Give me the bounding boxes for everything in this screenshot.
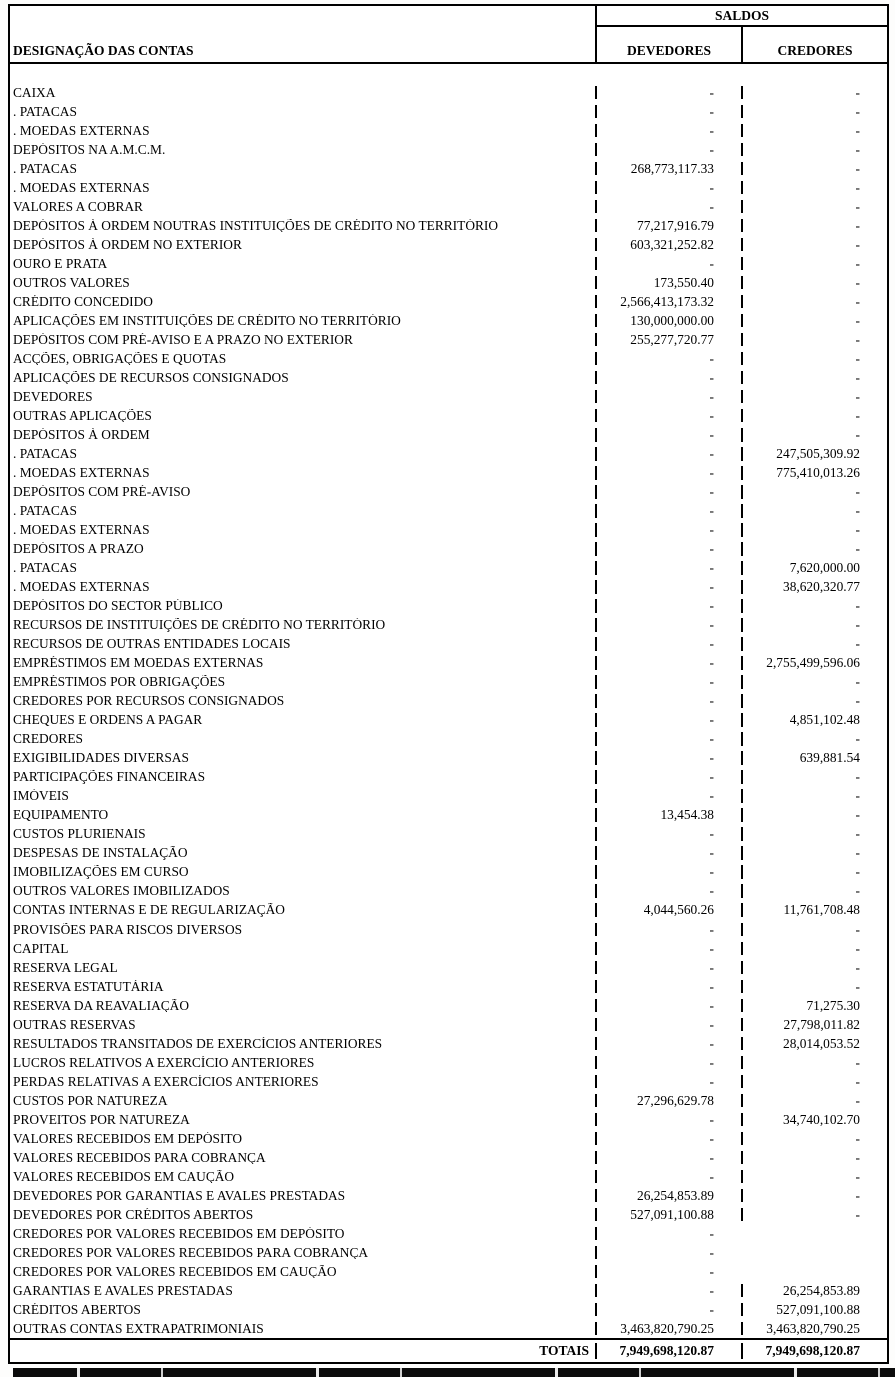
devedores-value: -	[595, 961, 741, 974]
table-row	[10, 387, 887, 406]
credores-value: -	[741, 789, 887, 802]
table-row	[10, 939, 887, 958]
devedores-value: 527,091,100.88	[595, 1208, 741, 1221]
devedores-value: -	[595, 1132, 741, 1145]
devedores-value: 26,254,853.89	[595, 1189, 741, 1202]
devedores-value: -	[595, 599, 741, 612]
account-label: CRÉDITOS ABERTOS	[13, 1302, 141, 1317]
credores-value: -	[741, 523, 887, 536]
account-label: DEPÓSITOS A PRAZO	[13, 542, 144, 556]
table-body	[10, 64, 887, 1338]
credores-value: -	[741, 143, 887, 156]
credores-value: -	[741, 352, 887, 365]
table-row	[10, 83, 887, 102]
table-row	[10, 1224, 887, 1243]
devedores-value: -	[595, 143, 741, 156]
totals-credores-value: 7,949,698,120.87	[741, 1343, 887, 1359]
account-label: VALORES RECEBIDOS PARA COBRANÇA	[13, 1150, 266, 1165]
devedores-value: -	[595, 637, 741, 650]
credores-value: -	[741, 485, 887, 498]
account-label: DEPÓSITOS DO SECTOR PÚBLICO	[13, 599, 223, 613]
table-row	[10, 178, 887, 197]
account-label: OUTRAS CONTAS EXTRAPATRIMONIAIS	[13, 1321, 264, 1336]
credores-value: -	[741, 1094, 887, 1107]
devedores-value: -	[595, 428, 741, 441]
credores-value: -	[741, 961, 887, 974]
account-label: CUSTOS POR NATUREZA	[13, 1093, 168, 1108]
credores-value: -	[741, 923, 887, 936]
credores-value: -	[741, 219, 887, 232]
credores-value: -	[741, 504, 887, 517]
devedores-value: -	[595, 409, 741, 422]
account-label: . MOEDAS EXTERNAS	[13, 180, 150, 195]
table-row	[10, 349, 887, 368]
devedores-value: -	[595, 447, 741, 460]
devedores-value: -	[595, 485, 741, 498]
devedores-value: -	[595, 86, 741, 99]
table-row	[10, 121, 887, 140]
account-label: RESERVA DA REAVALIAÇÃO	[13, 998, 190, 1012]
account-label: RESULTADOS TRANSITADOS DE EXERCÍCIOS ANTERIORES	[13, 1036, 383, 1050]
credores-value: -	[741, 428, 887, 441]
account-label: APLICAÇÕES EM INSTITUIÇÕES DE CRÉDITO NO TERRITÓRIO	[13, 314, 401, 328]
credores-value: 639,881.54	[741, 751, 887, 764]
account-label: EXIGIBILIDADES DIVERSAS	[13, 751, 189, 765]
devedores-value: -	[595, 884, 741, 897]
devedores-value: -	[595, 618, 741, 631]
devedores-value: -	[595, 1265, 741, 1278]
account-label: DEPÓSITOS COM PRÉ-AVISO	[13, 485, 191, 499]
devedores-value: 255,277,720.77	[595, 333, 741, 346]
devedores-value: -	[595, 1075, 741, 1088]
devedores-value: -	[595, 200, 741, 213]
account-label: APLICAÇÕES DE RECURSOS CONSIGNADOS	[13, 371, 289, 385]
credores-value: -	[741, 618, 887, 631]
credores-value: -	[741, 675, 887, 688]
devedores-value: 27,296,629.78	[595, 1094, 741, 1107]
account-label: CHEQUES E ORDENS A PAGAR	[13, 713, 203, 727]
table-row	[10, 368, 887, 387]
account-label: DESPESAS DE INSTALAÇÃO	[13, 846, 188, 860]
account-label: RESERVA LEGAL	[13, 960, 118, 974]
devedores-value: -	[595, 770, 741, 783]
account-label: CAIXA	[13, 85, 56, 100]
table-header-row-columns	[10, 27, 887, 64]
table-row	[10, 844, 887, 863]
devedores-value: -	[595, 523, 741, 536]
account-label: CRÉDITO CONCEDIDO	[13, 294, 153, 309]
account-label: DEVEDORES POR CRÉDITOS ABERTOS	[13, 1207, 254, 1222]
account-label: EMPRÉSTIMOS EM MOEDAS EXTERNAS	[13, 656, 264, 670]
account-label: CREDORES POR VALORES RECEBIDOS PARA COBRANÇA	[13, 1245, 369, 1260]
credores-value: -	[741, 1170, 887, 1183]
scan-artifact-strip	[13, 1368, 895, 1377]
designacao-das-contas-header: DESIGNAÇÃO DAS CONTAS	[13, 43, 194, 58]
table-row	[10, 463, 887, 482]
devedores-value: -	[595, 1227, 741, 1240]
devedores-value: -	[595, 1284, 741, 1297]
devedores-value: -	[595, 923, 741, 936]
credores-value: -	[741, 770, 887, 783]
credores-value: 3,463,820,790.25	[741, 1322, 887, 1335]
devedores-value: -	[595, 371, 741, 384]
table-row	[10, 1319, 887, 1338]
devedores-value: -	[595, 656, 741, 669]
table-row	[10, 216, 887, 235]
table-row	[10, 140, 887, 159]
table-row	[10, 235, 887, 254]
credores-value: 7,620,000.00	[741, 561, 887, 574]
table-row	[10, 1072, 887, 1091]
account-label: . MOEDAS EXTERNAS	[13, 466, 150, 480]
table-row	[10, 1205, 887, 1224]
account-label: RECURSOS DE INSTITUIÇÕES DE CRÉDITO NO TERRITÓRIO	[13, 618, 386, 632]
credores-value: -	[741, 637, 887, 650]
table-row	[10, 730, 887, 749]
table-row	[10, 1281, 887, 1300]
devedores-value: -	[595, 827, 741, 840]
devedores-value: -	[595, 390, 741, 403]
devedores-value: -	[595, 181, 741, 194]
credores-value: -	[741, 333, 887, 346]
account-label: OUTROS VALORES IMOBILIZADOS	[13, 884, 230, 898]
credores-value: 26,254,853.89	[741, 1284, 887, 1297]
account-label: CONTAS INTERNAS E DE REGULARIZAÇÃO	[13, 903, 285, 917]
table-row	[10, 768, 887, 787]
table-row	[10, 1091, 887, 1110]
account-label: DEPÓSITOS COM PRÉ-AVISO E A PRAZO NO EXTERIOR	[13, 333, 353, 347]
credores-value: 27,798,011.82	[741, 1018, 887, 1031]
devedores-value: -	[595, 751, 741, 764]
table-row	[10, 749, 887, 768]
table-row	[10, 254, 887, 273]
devedores-value: -	[595, 1170, 741, 1183]
table-row	[10, 825, 887, 844]
devedores-value: -	[595, 466, 741, 479]
credores-value: -	[741, 827, 887, 840]
account-label: . MOEDAS EXTERNAS	[13, 123, 150, 138]
account-label: CREDORES	[13, 732, 83, 746]
account-label: GARANTIAS E AVALES PRESTADAS	[13, 1283, 233, 1298]
table-row	[10, 1243, 887, 1262]
account-label: PARTICIPAÇÕES FINANCEIRAS	[13, 770, 206, 784]
account-label: OUTRAS RESERVAS	[13, 1017, 136, 1031]
credores-value: -	[741, 865, 887, 878]
table-row	[10, 558, 887, 577]
account-label: EMPRÉSTIMOS POR OBRIGAÇÕES	[13, 675, 226, 689]
account-label: CAPITAL	[13, 941, 69, 955]
account-label: DEPÓSITOS À ORDEM NOUTRAS INSTITUIÇÕES DE CRÉDITO NO TERRITÓRIO	[13, 218, 499, 233]
devedores-value: 603,321,252.82	[595, 238, 741, 251]
account-label: OUTROS VALORES	[13, 275, 130, 290]
credores-value: -	[741, 732, 887, 745]
devedores-value: -	[595, 352, 741, 365]
credores-value: 71,275.30	[741, 999, 887, 1012]
table-row	[10, 1167, 887, 1186]
credores-value: -	[741, 390, 887, 403]
table-row	[10, 673, 887, 692]
spacer-row	[10, 64, 887, 83]
account-label: CREDORES POR VALORES RECEBIDOS EM DEPÓSITO	[13, 1226, 345, 1241]
credores-value: -	[741, 1189, 887, 1202]
credores-value: -	[741, 542, 887, 555]
devedores-value: 13,454.38	[595, 808, 741, 821]
table-header-row-saldos	[10, 6, 887, 27]
credores-value: -	[741, 105, 887, 118]
devedores-value: 173,550.40	[595, 276, 741, 289]
devedores-value: -	[595, 504, 741, 517]
table-row	[10, 406, 887, 425]
account-label: RESERVA ESTATUTÁRIA	[13, 979, 164, 993]
account-label: . PATACAS	[13, 504, 77, 518]
credores-value: -	[741, 1151, 887, 1164]
devedores-value: -	[595, 1303, 741, 1316]
credores-value: 247,505,309.92	[741, 447, 887, 460]
account-label: CREDORES POR RECURSOS CONSIGNADOS	[13, 694, 285, 708]
devedores-value: -	[595, 1018, 741, 1031]
credores-value: -	[741, 200, 887, 213]
devedores-value: 2,566,413,173.32	[595, 295, 741, 308]
devedores-value: -	[595, 694, 741, 707]
devedores-value: -	[595, 942, 741, 955]
credores-value: -	[741, 1056, 887, 1069]
account-label: LUCROS RELATIVOS A EXERCÍCIO ANTERIORES	[13, 1055, 315, 1070]
credores-value: 11,761,708.48	[741, 903, 887, 916]
devedores-value: -	[595, 105, 741, 118]
account-label: ACÇÕES, OBRIGAÇÕES E QUOTAS	[13, 352, 227, 366]
table-row	[10, 577, 887, 596]
devedores-value: 268,773,117.33	[595, 162, 741, 175]
devedores-value: -	[595, 580, 741, 593]
account-label: RECURSOS DE OUTRAS ENTIDADES LOCAIS	[13, 637, 291, 651]
table-row	[10, 292, 887, 311]
table-row	[10, 634, 887, 653]
account-label: OUTRAS APLICAÇÕES	[13, 409, 152, 423]
credores-value: -	[741, 1075, 887, 1088]
account-label: PERDAS RELATIVAS A EXERCÍCIOS ANTERIORES	[13, 1074, 319, 1089]
table-row	[10, 806, 887, 825]
account-label: CUSTOS PLURIENAIS	[13, 827, 146, 841]
table-row	[10, 539, 887, 558]
account-label: DEVEDORES	[13, 390, 93, 404]
account-label: EQUIPAMENTO	[13, 808, 109, 822]
devedores-value: 130,000,000.00	[595, 314, 741, 327]
table-row	[10, 1034, 887, 1053]
account-label: PROVISÕES PARA RISCOS DIVERSOS	[13, 922, 243, 936]
table-row	[10, 1110, 887, 1129]
account-label: IMOBILIZAÇÕES EM CURSO	[13, 865, 189, 879]
devedores-value: 3,463,820,790.25	[595, 1322, 741, 1335]
credores-value: -	[741, 846, 887, 859]
account-label: . PATACAS	[13, 161, 77, 176]
devedores-value: -	[595, 713, 741, 726]
table-row	[10, 596, 887, 615]
account-label: VALORES RECEBIDOS EM DEPÓSITO	[13, 1131, 243, 1146]
table-row	[10, 787, 887, 806]
table-row	[10, 1015, 887, 1034]
table-row	[10, 1262, 887, 1281]
devedores-value: 77,217,916.79	[595, 219, 741, 232]
credores-value: -	[741, 371, 887, 384]
account-label: IMÓVEIS	[13, 789, 69, 803]
table-row	[10, 863, 887, 882]
account-label: DEPÓSITOS À ORDEM	[13, 428, 150, 442]
credores-value: -	[741, 257, 887, 270]
table-row	[10, 711, 887, 730]
table-row	[10, 958, 887, 977]
credores-value: -	[741, 162, 887, 175]
credores-value: -	[741, 808, 887, 821]
table-row	[10, 615, 887, 634]
credores-value: 34,740,102.70	[741, 1113, 887, 1126]
devedores-value: -	[595, 1113, 741, 1126]
account-label: DEPÓSITOS À ORDEM NO EXTERIOR	[13, 237, 242, 252]
devedores-value: -	[595, 561, 741, 574]
table-row	[10, 653, 887, 672]
credores-value: -	[741, 884, 887, 897]
table-row	[10, 692, 887, 711]
credores-value: -	[741, 276, 887, 289]
devedores-column-header: DEVEDORES	[595, 27, 741, 62]
table-row	[10, 444, 887, 463]
devedores-value: -	[595, 124, 741, 137]
credores-value: -	[741, 86, 887, 99]
header-empty-cell	[10, 6, 595, 27]
table-row	[10, 1300, 887, 1319]
credores-value: -	[741, 124, 887, 137]
devedores-value: -	[595, 542, 741, 555]
credores-value: -	[741, 694, 887, 707]
devedores-value: -	[595, 1037, 741, 1050]
table-row	[10, 996, 887, 1015]
credores-value: -	[741, 295, 887, 308]
totals-label: TOTAIS	[539, 1343, 589, 1358]
table-row	[10, 977, 887, 996]
devedores-value: -	[595, 1151, 741, 1164]
devedores-value: -	[595, 257, 741, 270]
table-row	[10, 1148, 887, 1167]
credores-value: -	[741, 1132, 887, 1145]
credores-value: -	[741, 181, 887, 194]
accounts-balance-table	[8, 4, 889, 1364]
devedores-value: -	[595, 846, 741, 859]
table-row	[10, 520, 887, 539]
credores-value: 527,091,100.88	[741, 1303, 887, 1316]
credores-value: 775,410,013.26	[741, 466, 887, 479]
account-label: . PATACAS	[13, 561, 77, 575]
table-row	[10, 102, 887, 121]
credores-value: -	[741, 314, 887, 327]
account-label: . PATACAS	[13, 104, 77, 119]
account-label: CREDORES POR VALORES RECEBIDOS EM CAUÇÃO	[13, 1264, 337, 1279]
table-row	[10, 273, 887, 292]
credores-value: -	[741, 238, 887, 251]
credores-value: 2,755,499,596.06	[741, 656, 887, 669]
table-row	[10, 1053, 887, 1072]
devedores-value: -	[595, 980, 741, 993]
totals-devedores-value: 7,949,698,120.87	[595, 1343, 741, 1359]
credores-column-header: CREDORES	[741, 27, 887, 62]
devedores-value: -	[595, 865, 741, 878]
devedores-value: -	[595, 789, 741, 802]
account-label: . MOEDAS EXTERNAS	[13, 523, 150, 537]
credores-value: -	[741, 980, 887, 993]
account-label: OURO E PRATA	[13, 256, 108, 271]
table-row	[10, 330, 887, 349]
credores-value: 38,620,320.77	[741, 580, 887, 593]
credores-value: 28,014,053.52	[741, 1037, 887, 1050]
devedores-value: -	[595, 999, 741, 1012]
totals-row	[10, 1338, 887, 1362]
devedores-value: -	[595, 732, 741, 745]
table-row	[10, 1129, 887, 1148]
table-row	[10, 901, 887, 920]
devedores-value: 4,044,560.26	[595, 903, 741, 916]
account-label: . PATACAS	[13, 447, 77, 461]
table-row	[10, 501, 887, 520]
table-row	[10, 197, 887, 216]
table-row	[10, 311, 887, 330]
credores-value: -	[741, 599, 887, 612]
devedores-value: -	[595, 1056, 741, 1069]
devedores-value: -	[595, 1246, 741, 1259]
table-row	[10, 482, 887, 501]
saldos-header: SALDOS	[595, 6, 887, 27]
account-label: DEVEDORES POR GARANTIAS E AVALES PRESTADAS	[13, 1188, 346, 1203]
table-row	[10, 159, 887, 178]
credores-value: 4,851,102.48	[741, 713, 887, 726]
devedores-value: -	[595, 675, 741, 688]
credores-value: -	[741, 1208, 887, 1221]
account-label: VALORES RECEBIDOS EM CAUÇÃO	[13, 1169, 235, 1184]
table-row	[10, 920, 887, 939]
account-label: . MOEDAS EXTERNAS	[13, 580, 150, 594]
account-label: VALORES A COBRAR	[13, 199, 143, 214]
account-label: PROVEITOS POR NATUREZA	[13, 1112, 190, 1127]
credores-value: -	[741, 942, 887, 955]
credores-value: -	[741, 409, 887, 422]
account-label: DEPÓSITOS NA A.M.C.M.	[13, 142, 166, 157]
table-row	[10, 425, 887, 444]
table-row	[10, 1186, 887, 1205]
table-row	[10, 882, 887, 901]
